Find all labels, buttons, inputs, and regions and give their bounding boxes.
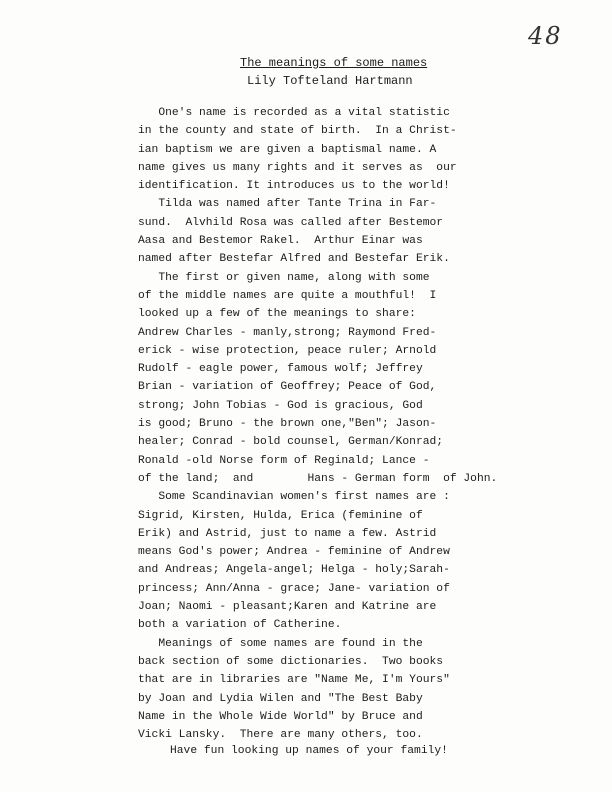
text-line: healer; Conrad - bold counsel, German/Konrad;	[138, 436, 444, 449]
text-line: Ronald -old Norse form of Reginald; Lance -	[138, 454, 430, 467]
text-line: that are in libraries are "Name Me, I'm Yours"	[138, 674, 450, 687]
text-line: Joan; Naomi - pleasant;Karen and Katrine are	[138, 601, 437, 614]
document-title: The meanings of some names	[240, 56, 428, 70]
text-line: is good; Bruno - the brown one,"Ben"; Jason-	[138, 418, 437, 431]
text-line: named after Bestefar Alfred and Bestefar Erik.	[138, 253, 450, 266]
text-line: erick - wise protection, peace ruler; Arnold	[138, 344, 437, 357]
text-line: Brian - variation of Geoffrey; Peace of God,	[138, 381, 437, 394]
text-line: Aasa and Bestemor Rakel. Arthur Einar was	[138, 235, 423, 248]
text-line: Name in the Whole Wide World" by Bruce and	[138, 710, 423, 723]
closing-line: Have fun looking up names of your family!	[170, 745, 448, 757]
text-line: name gives us many rights and it serves as our	[138, 161, 457, 174]
paragraph-5	[138, 635, 497, 745]
text-line: Some Scandinavian women's first names are :	[138, 491, 450, 504]
paragraph-1	[138, 104, 497, 195]
text-line: both a variation of Catherine.	[138, 619, 342, 632]
text-line: Andrew Charles - manly,strong; Raymond Fred-	[138, 326, 437, 339]
text-line: ian baptism we are given a baptismal name. A	[138, 143, 437, 156]
text-line: The first or given name, along with some	[138, 271, 430, 284]
body-text	[138, 104, 497, 744]
text-line: and Andreas; Angela-angel; Helga - holy;Sarah-	[138, 564, 450, 577]
text-line: Rudolf - eagle power, famous wolf; Jeffrey	[138, 363, 423, 376]
paragraph-4	[138, 488, 497, 634]
text-line: in the county and state of birth. In a Christ-	[138, 125, 457, 138]
text-line: identification. It introduces us to the world!	[138, 180, 450, 193]
text-line: Sigrid, Kirsten, Hulda, Erica (feminine of	[138, 509, 423, 522]
text-line: Erik) and Astrid, just to name a few. Astrid	[138, 527, 437, 540]
text-line: of the middle names are quite a mouthful! I	[138, 289, 437, 302]
text-line: One's name is recorded as a vital statistic	[138, 107, 450, 119]
text-line: sund. Alvhild Rosa was called after Bestemor	[138, 216, 444, 229]
text-line: Tilda was named after Tante Trina in Far-	[138, 198, 437, 211]
text-line: means God's power; Andrea - feminine of Andrew	[138, 546, 450, 559]
text-line: Meanings of some names are found in the	[138, 637, 423, 650]
text-line: back section of some dictionaries. Two books	[138, 655, 444, 668]
text-line: by Joan and Lydia Wilen and "The Best Baby	[138, 692, 423, 705]
text-line: Vicki Lansky. There are many others, too.	[138, 729, 423, 742]
author-name: Lily Tofteland Hartmann	[247, 74, 413, 88]
text-line: looked up a few of the meanings to share:	[138, 308, 416, 321]
paragraph-2	[138, 195, 497, 268]
text-line: princess; Ann/Anna - grace; Jane- variation of	[138, 582, 450, 595]
paragraph-3	[138, 269, 497, 489]
page-number: 48	[528, 22, 563, 50]
text-line: of the land; and Hans - German form of John.	[138, 472, 498, 485]
text-line: strong; John Tobias - God is gracious, God	[138, 399, 423, 412]
